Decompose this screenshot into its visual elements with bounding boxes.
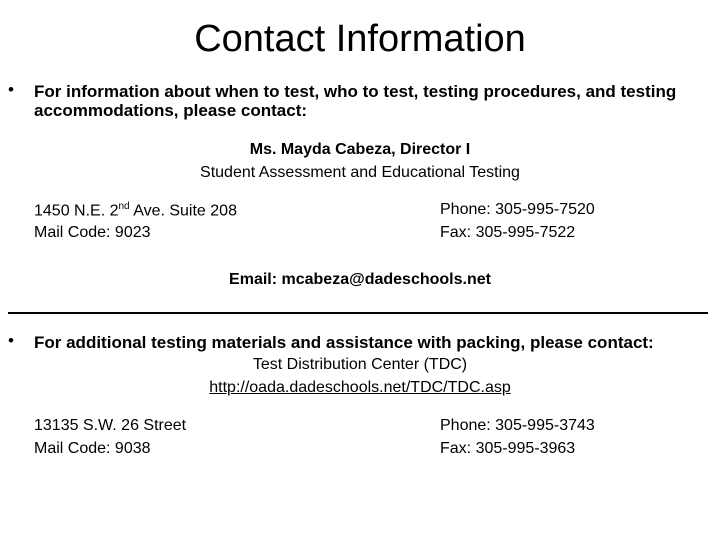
mail-code: Mail Code: 9023	[34, 224, 151, 241]
section-divider	[8, 312, 708, 314]
tdc-link-row	[0, 379, 720, 397]
bullet-marker-2: •	[8, 331, 14, 350]
tdc-fax: Fax: 305-995-3963	[440, 440, 576, 457]
bullet-marker-1: •	[8, 80, 14, 99]
department-name: Student Assessment and Educational Testing	[200, 164, 520, 181]
contact-name: Ms. Mayda Cabeza, Director I	[249, 141, 471, 158]
tdc-name: Test Distribution Center (TDC)	[252, 356, 468, 373]
tdc-phone: Phone: 305-995-3743	[440, 417, 595, 434]
tdc-mail-code: Mail Code: 9038	[34, 440, 151, 457]
address-suffix: Ave. Suite 208	[129, 202, 237, 220]
phone-number: Phone: 305-995-7520	[440, 201, 595, 218]
section1-intro-line2: accommodations, please contact:	[34, 101, 308, 120]
page-title: Contact Information	[194, 18, 526, 60]
address-line	[34, 201, 237, 220]
tdc-address: 13135 S.W. 26 Street	[34, 417, 187, 434]
section1-intro-line1: For information about when to test, who to test, testing procedures, and testing	[34, 82, 677, 101]
address-prefix: 1450 N.E. 2	[34, 202, 119, 220]
section2-intro: For additional testing materials and assistance with packing, please contact:	[34, 333, 654, 352]
email-address[interactable]: Email: mcabeza@dadeschools.net	[229, 271, 491, 288]
tdc-link[interactable]: http://oada.dadeschools.net/TDC/TDC.asp	[209, 379, 511, 396]
address-ordinal: nd	[118, 201, 130, 212]
fax-number: Fax: 305-995-7522	[440, 224, 576, 241]
